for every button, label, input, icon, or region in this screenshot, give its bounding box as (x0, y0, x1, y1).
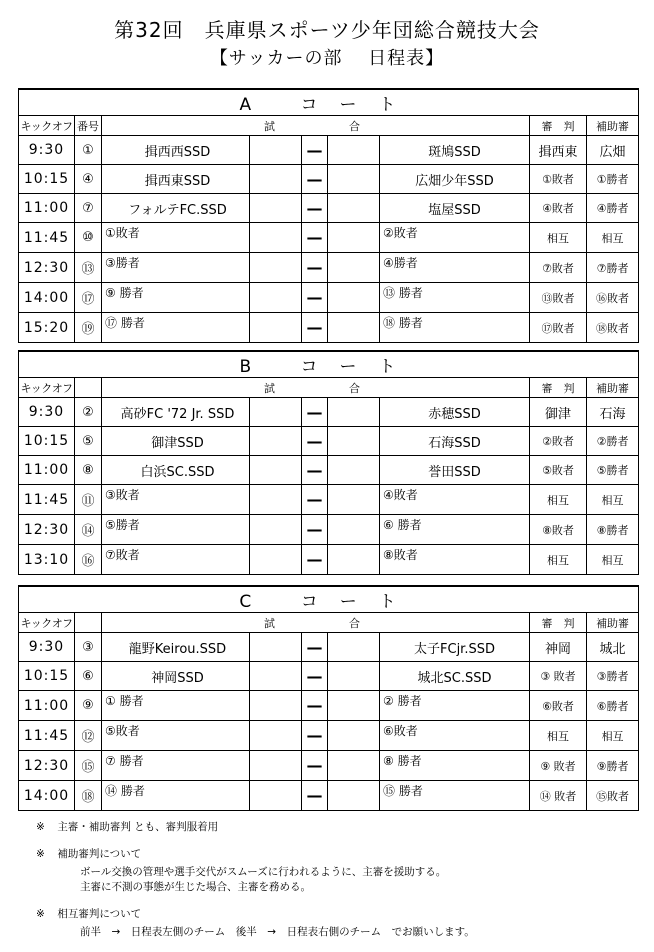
referee: ④敗者 (530, 194, 587, 223)
header-referee: 審 判 (530, 613, 587, 633)
home-score (250, 633, 302, 662)
away-score (328, 136, 380, 165)
match-row (19, 194, 639, 223)
header-row (19, 116, 639, 136)
kickoff-time: 11:00 (19, 456, 75, 485)
header-number (75, 378, 102, 398)
home-team: 揖西東SSD (102, 165, 250, 194)
header-assistant: 補助審 (587, 378, 639, 398)
match-number: ⑧ (75, 456, 102, 485)
header-referee: 審 判 (530, 116, 587, 136)
home-score (250, 781, 302, 811)
header-row (19, 613, 639, 633)
assistant-referee: 相互 (587, 485, 639, 515)
match-number: ⑬ (75, 253, 102, 283)
referee: ②敗者 (530, 427, 587, 456)
away-score (328, 427, 380, 456)
match-number: ⑦ (75, 194, 102, 223)
away-score (328, 165, 380, 194)
referee: ⑧敗者 (530, 515, 587, 545)
court-table (18, 585, 639, 811)
vs-dash: — (302, 485, 328, 515)
note-3-line-1: 前半 → 日程表左側のチーム 後半 → 日程表右側のチーム でお願いします。 (80, 926, 475, 939)
home-score (250, 165, 302, 194)
header-number (75, 613, 102, 633)
away-score (328, 691, 380, 721)
away-team: ⑥ 勝者 (380, 515, 530, 545)
header-shi: 試 (264, 617, 275, 630)
vs-dash: — (302, 515, 328, 545)
home-team: 白浜SC.SSD (102, 456, 250, 485)
vs-dash: — (302, 545, 328, 575)
vs-dash: — (302, 691, 328, 721)
home-team: ⑦敗者 (102, 545, 250, 575)
kickoff-time: 11:00 (19, 194, 75, 223)
match-row (19, 781, 639, 811)
home-team: ⑰ 勝者 (102, 313, 250, 343)
home-score (250, 721, 302, 751)
match-number: ⑨ (75, 691, 102, 721)
header-kickoff: キックオフ (19, 378, 75, 398)
note-3-detail (36, 925, 636, 940)
assistant-referee: ⑯敗者 (587, 283, 639, 313)
away-team: ④敗者 (380, 485, 530, 515)
home-score (250, 253, 302, 283)
referee: 御津 (530, 398, 587, 427)
match-number: ⑱ (75, 781, 102, 811)
kickoff-time: 9:30 (19, 633, 75, 662)
referee: 相互 (530, 545, 587, 575)
home-score (250, 283, 302, 313)
court-name: A コート (19, 89, 639, 116)
away-score (328, 283, 380, 313)
match-number: ③ (75, 633, 102, 662)
kickoff-time: 11:45 (19, 721, 75, 751)
note-2-detail (36, 865, 636, 894)
header-kickoff: キックオフ (19, 613, 75, 633)
match-number: ⑮ (75, 751, 102, 781)
assistant-referee: ⑥勝者 (587, 691, 639, 721)
kickoff-time: 14:00 (19, 283, 75, 313)
header-referee: 審 判 (530, 378, 587, 398)
note-2-line-1: ボール交換の管理や選手交代がスムーズに行われるように、主審を援助する。 (80, 866, 447, 879)
away-score (328, 515, 380, 545)
home-score (250, 485, 302, 515)
assistant-referee: ⑮敗者 (587, 781, 639, 811)
vs-dash: — (302, 283, 328, 313)
header-row (19, 378, 639, 398)
home-score (250, 398, 302, 427)
court-name: B コート (19, 351, 639, 378)
match-row (19, 223, 639, 253)
referee: ⑭ 敗者 (530, 781, 587, 811)
away-score (328, 485, 380, 515)
match-row (19, 633, 639, 662)
court-title-row (19, 351, 639, 378)
assistant-referee: 石海 (587, 398, 639, 427)
vs-dash: — (302, 223, 328, 253)
match-row (19, 662, 639, 691)
match-number: ⑭ (75, 515, 102, 545)
match-row (19, 253, 639, 283)
kickoff-time: 11:00 (19, 691, 75, 721)
home-team: 高砂FC '72 Jr. SSD (102, 398, 250, 427)
match-row (19, 691, 639, 721)
away-team: ⑮ 勝者 (380, 781, 530, 811)
note-2-text: 補助審判について (57, 847, 142, 860)
home-score (250, 427, 302, 456)
assistant-referee: ③勝者 (587, 662, 639, 691)
assistant-referee: ⑤勝者 (587, 456, 639, 485)
header-match (102, 378, 530, 398)
home-team: ①敗者 (102, 223, 250, 253)
match-row (19, 398, 639, 427)
assistant-referee: ②勝者 (587, 427, 639, 456)
court-title-row (19, 586, 639, 613)
assistant-referee: ⑦勝者 (587, 253, 639, 283)
match-row (19, 136, 639, 165)
away-team: 太子FCjr.SSD (380, 633, 530, 662)
vs-dash: — (302, 662, 328, 691)
note-3-text: 相互審判について (57, 907, 142, 920)
away-team: ⑥敗者 (380, 721, 530, 751)
match-row (19, 485, 639, 515)
kickoff-time: 14:00 (19, 781, 75, 811)
kickoff-time: 10:15 (19, 662, 75, 691)
away-team: ⑧敗者 (380, 545, 530, 575)
assistant-referee: ⑧勝者 (587, 515, 639, 545)
kickoff-time: 12:30 (19, 751, 75, 781)
match-number: ① (75, 136, 102, 165)
referee: ⑨ 敗者 (530, 751, 587, 781)
match-number: ⑰ (75, 283, 102, 313)
header-ai: 合 (349, 382, 360, 395)
header-assistant: 補助審 (587, 116, 639, 136)
away-score (328, 223, 380, 253)
kickoff-time: 9:30 (19, 398, 75, 427)
kickoff-time: 9:30 (19, 136, 75, 165)
away-team: ⑬ 勝者 (380, 283, 530, 313)
match-row (19, 456, 639, 485)
away-score (328, 456, 380, 485)
kickoff-time: 12:30 (19, 253, 75, 283)
away-score (328, 194, 380, 223)
match-number: ⑩ (75, 223, 102, 253)
match-number: ④ (75, 165, 102, 194)
referee: ⑬敗者 (530, 283, 587, 313)
away-score (328, 633, 380, 662)
note-mark: ※ (36, 907, 45, 920)
note-2-line-2: 主審に不測の事態が生じた場合、主審を務める。 (80, 881, 311, 894)
header-kickoff: キックオフ (19, 116, 75, 136)
vs-dash: — (302, 427, 328, 456)
header-match (102, 116, 530, 136)
header-number: 番号 (75, 116, 102, 136)
assistant-referee: ⑨勝者 (587, 751, 639, 781)
home-score (250, 136, 302, 165)
referee: ③ 敗者 (530, 662, 587, 691)
assistant-referee: 相互 (587, 545, 639, 575)
note-1-text: 主審・補助審判 とも、審判服着用 (57, 821, 219, 833)
home-score (250, 194, 302, 223)
home-team: ⑭ 勝者 (102, 781, 250, 811)
note-3 (36, 907, 636, 922)
note-1 (36, 820, 636, 835)
kickoff-time: 12:30 (19, 515, 75, 545)
away-score (328, 545, 380, 575)
header-assistant: 補助審 (587, 613, 639, 633)
referee: ①敗者 (530, 165, 587, 194)
vs-dash: — (302, 136, 328, 165)
header-ai: 合 (349, 617, 360, 630)
match-number: ⑥ (75, 662, 102, 691)
vs-dash: — (302, 194, 328, 223)
away-score (328, 662, 380, 691)
home-team: ⑨ 勝者 (102, 283, 250, 313)
header-shi: 試 (264, 382, 275, 395)
match-number: ⑯ (75, 545, 102, 575)
home-score (250, 751, 302, 781)
home-team: ⑦ 勝者 (102, 751, 250, 781)
match-number: ② (75, 398, 102, 427)
page-subtitle: 【サッカーの部 日程表】 (209, 48, 445, 69)
home-team: 揖西西SSD (102, 136, 250, 165)
kickoff-time: 13:10 (19, 545, 75, 575)
home-team: フォルテFC.SSD (102, 194, 250, 223)
away-score (328, 313, 380, 343)
vs-dash: — (302, 781, 328, 811)
match-row (19, 427, 639, 456)
assistant-referee: ⑱敗者 (587, 313, 639, 343)
away-team: 城北SC.SSD (380, 662, 530, 691)
match-row (19, 751, 639, 781)
home-team: ⑤勝者 (102, 515, 250, 545)
kickoff-time: 15:20 (19, 313, 75, 343)
vs-dash: — (302, 751, 328, 781)
referee: 神岡 (530, 633, 587, 662)
vs-dash: — (302, 633, 328, 662)
match-row (19, 283, 639, 313)
away-score (328, 398, 380, 427)
away-team: 赤穂SSD (380, 398, 530, 427)
court-name: C コート (19, 586, 639, 613)
court-table (18, 350, 639, 575)
match-row (19, 515, 639, 545)
vs-dash: — (302, 253, 328, 283)
referee: 相互 (530, 223, 587, 253)
referee: 揖西東 (530, 136, 587, 165)
away-score (328, 781, 380, 811)
home-team: 龍野Keirou.SSD (102, 633, 250, 662)
home-team: ① 勝者 (102, 691, 250, 721)
assistant-referee: 広畑 (587, 136, 639, 165)
vs-dash: — (302, 721, 328, 751)
kickoff-time: 11:45 (19, 485, 75, 515)
match-row (19, 721, 639, 751)
note-mark: ※ (36, 847, 45, 860)
away-team: ② 勝者 (380, 691, 530, 721)
referee: ⑤敗者 (530, 456, 587, 485)
assistant-referee: 相互 (587, 721, 639, 751)
match-number: ⑤ (75, 427, 102, 456)
court-title-row (19, 89, 639, 116)
assistant-referee: 城北 (587, 633, 639, 662)
vs-dash: — (302, 313, 328, 343)
home-score (250, 313, 302, 343)
court-table (18, 88, 639, 343)
home-score (250, 691, 302, 721)
referee: ⑰敗者 (530, 313, 587, 343)
header-ai: 合 (349, 120, 360, 133)
assistant-referee: ①勝者 (587, 165, 639, 194)
header-shi: 試 (264, 120, 275, 133)
match-number: ⑫ (75, 721, 102, 751)
referee: ⑥敗者 (530, 691, 587, 721)
match-row (19, 545, 639, 575)
header-match (102, 613, 530, 633)
away-team: 斑鳩SSD (380, 136, 530, 165)
kickoff-time: 11:45 (19, 223, 75, 253)
away-team: 広畑少年SSD (380, 165, 530, 194)
match-row (19, 313, 639, 343)
home-score (250, 662, 302, 691)
away-score (328, 721, 380, 751)
assistant-referee: 相互 (587, 223, 639, 253)
away-team: ④勝者 (380, 253, 530, 283)
home-score (250, 545, 302, 575)
match-row (19, 165, 639, 194)
home-team: ③勝者 (102, 253, 250, 283)
away-team: ⑱ 勝者 (380, 313, 530, 343)
home-team: ③敗者 (102, 485, 250, 515)
kickoff-time: 10:15 (19, 165, 75, 194)
vs-dash: — (302, 456, 328, 485)
home-score (250, 223, 302, 253)
away-score (328, 253, 380, 283)
vs-dash: — (302, 165, 328, 194)
match-number: ⑪ (75, 485, 102, 515)
away-team: 石海SSD (380, 427, 530, 456)
home-score (250, 456, 302, 485)
home-team: ⑤敗者 (102, 721, 250, 751)
note-2 (36, 847, 636, 862)
home-score (250, 515, 302, 545)
assistant-referee: ④勝者 (587, 194, 639, 223)
vs-dash: — (302, 398, 328, 427)
referee: 相互 (530, 485, 587, 515)
away-team: ②敗者 (380, 223, 530, 253)
home-team: 神岡SSD (102, 662, 250, 691)
away-team: 塩屋SSD (380, 194, 530, 223)
referee: 相互 (530, 721, 587, 751)
note-mark: ※ (36, 821, 45, 833)
home-team: 御津SSD (102, 427, 250, 456)
match-number: ⑲ (75, 313, 102, 343)
away-team: 誉田SSD (380, 456, 530, 485)
referee: ⑦敗者 (530, 253, 587, 283)
away-team: ⑧ 勝者 (380, 751, 530, 781)
away-score (328, 751, 380, 781)
page-title: 第32回 兵庫県スポーツ少年団総合競技大会 (114, 18, 540, 42)
kickoff-time: 10:15 (19, 427, 75, 456)
notes (36, 820, 636, 952)
